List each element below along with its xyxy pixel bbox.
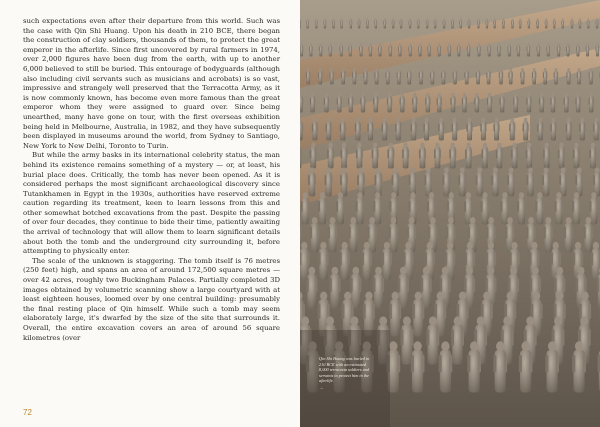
photo-caption — [319, 356, 375, 391]
body-text — [23, 17, 280, 343]
paragraph-2: But while the army basks in its international celebrity status, the man behind its existence remains something of a mystery — or, at least, his burial place does. Critically, the tomb has never been opened. As it is considered perhaps the most significant archaeological discovery since Tutankhamen in Egypt in the 1930s, authorities have reserved extreme caution regarding its treatment, keen to learn lessons from this and other somewhat botched excavations from the past. Despite the passing of over four decades, they continue to bide their time, patiently awaiting the arrival of technology that will allow them to learn significant details about both the tomb and the underground city surrounding it, before attempting to physically enter. — [23, 151, 280, 256]
paragraph-3: The scale of the unknown is staggering. The tomb itself is 76 metres (250 feet) high, and spans an area of around 172,500 square metres — over 42 acres, roughly two Buckingham Palaces. Partially completed 3D images obtained by volumetric scanning show a large courtyard with at least eighteen houses, loomed over by one central building: presumably the final resting place of Qin himself. While such a tomb may seem elaborately large, it's dwarfed by the size of the site that surrounds it. Overall, the entire excavation covers an area of around 56 square kilometres (over — [23, 256, 280, 342]
right-page — [300, 0, 600, 427]
paragraph-1: such expectations even after their departure from this world. Such was the case with Qin Shi Huang. Upon his death in 210 BCE, there began the construction of clay soldiers, thousands of them, to protect the great emperor in the afterlife. Since first uncovered by rural farmers in 1974, over 2,000 figures have been dug from the earth, with up to another 6,000 believed to still be buried. This entourage of bodyguards (although also including civil servants such as musicians and acrobats) is so vast, impressive and strangely well preserved that the Terracotta Army, as it is now commonly known, has become even more famous than the great emperor whom they were assigned to guard over. Since being unearthed, many have gone on tour, with the first overseas exhibition being held in Melbourne, Australia, in 1982, and they have subsequently been displayed in museums around the world, from Sydney to Santiago, New York to New Delhi, Toronto to Turin. — [23, 17, 280, 150]
caption-arrow-icon: → — [319, 384, 324, 390]
caption-text: Qin Shi Huang was buried in 210 BCE with an estimated 8,000 terracotta soldiers and servants to protect him in the afterlife. — [319, 356, 370, 384]
page-number: 72 — [23, 408, 32, 417]
